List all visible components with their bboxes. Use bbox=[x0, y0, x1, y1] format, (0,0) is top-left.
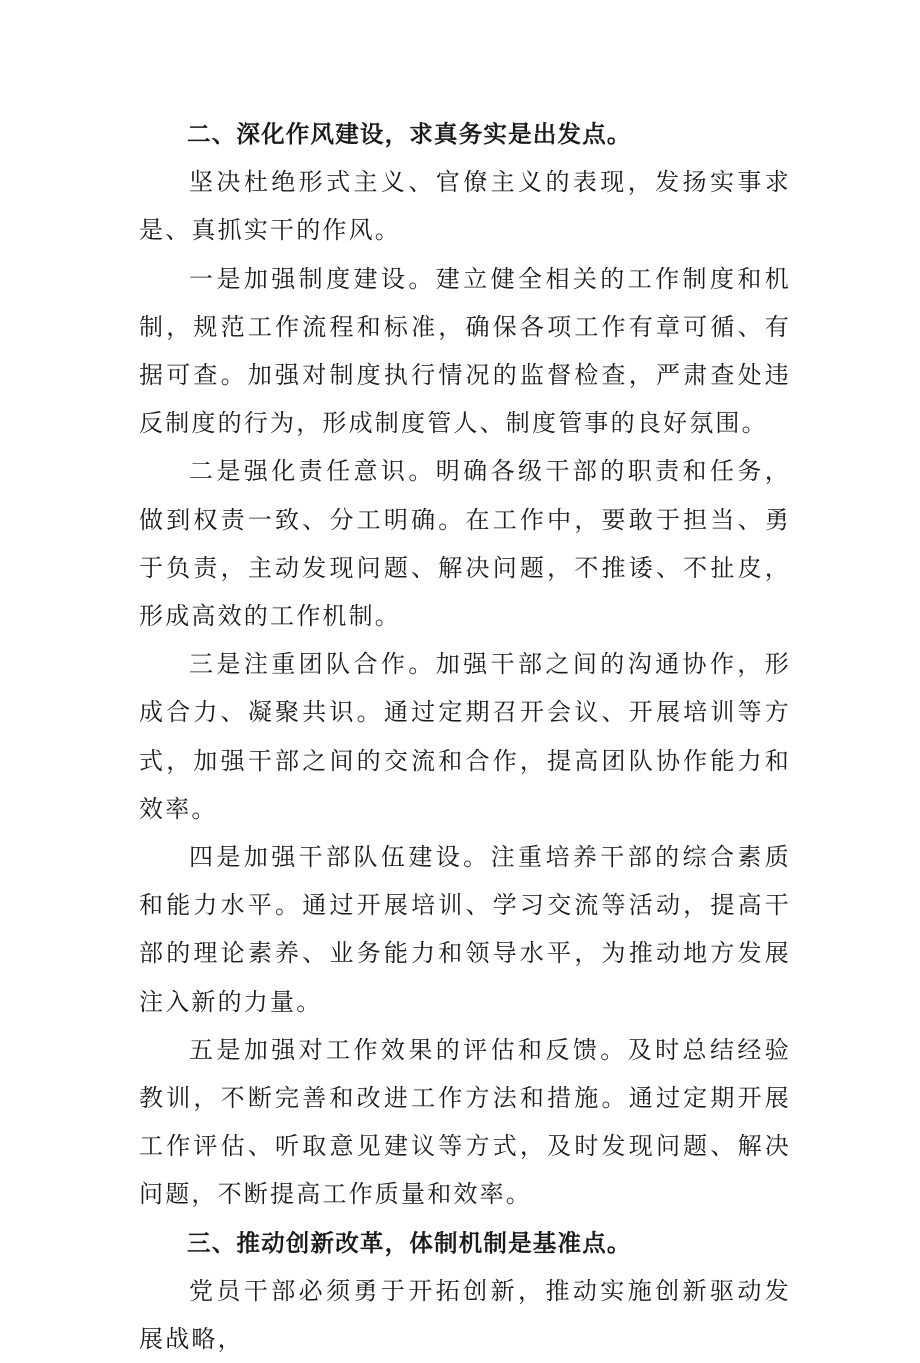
document-body bbox=[139, 110, 791, 1363]
paragraph-intro: 坚决杜绝形式主义、官僚主义的表现，发扬实事求是、真抓实干的作风。 bbox=[139, 168, 791, 245]
paragraph-point-2: 二是强化责任意识。明确各级干部的职责和任务，做到权责一致、分工明确。在工作中，要敢于担当、勇于负责，主动发现问题、解决问题，不推诿、不扯皮，形成高效的工作机制。 bbox=[139, 457, 791, 631]
paragraph-point-1: 一是加强制度建设。建立健全相关的工作制度和机制，规范工作流程和标准，确保各项工作有章可循、有据可查。加强对制度执行情况的监督检查，严肃查处违反制度的行为，形成制度管人、制度管事的良好氛围。 bbox=[139, 264, 791, 438]
paragraph-point-4: 四是加强干部队伍建设。注重培养干部的综合素质和能力水平。通过开展培训、学习交流等活动，提高干部的理论素养、业务能力和领导水平，为推动地方发展注入新的力量。 bbox=[139, 843, 791, 1016]
paragraph-point-5: 五是加强对工作效果的评估和反馈。及时总结经验教训，不断完善和改进工作方法和措施。通过定期开展工作评估、听取意见建议等方式，及时发现问题、解决问题，不断提高工作质量和效率。 bbox=[139, 1035, 791, 1209]
paragraph-section-3-intro: 党员干部必须勇于开拓创新，推动实施创新驱动发展战略， bbox=[139, 1276, 791, 1354]
paragraph-point-3: 三是注重团队合作。加强干部之间的沟通协作，形成合力、凝聚共识。通过定期召开会议、开展培训等方式，加强干部之间的交流和合作，提高团队协作能力和效率。 bbox=[139, 650, 791, 823]
section-heading-3: 三、推动创新改革，体制机制是基准点。 bbox=[187, 1228, 632, 1257]
section-heading-2: 二、深化作风建设，求真务实是出发点。 bbox=[187, 120, 632, 148]
